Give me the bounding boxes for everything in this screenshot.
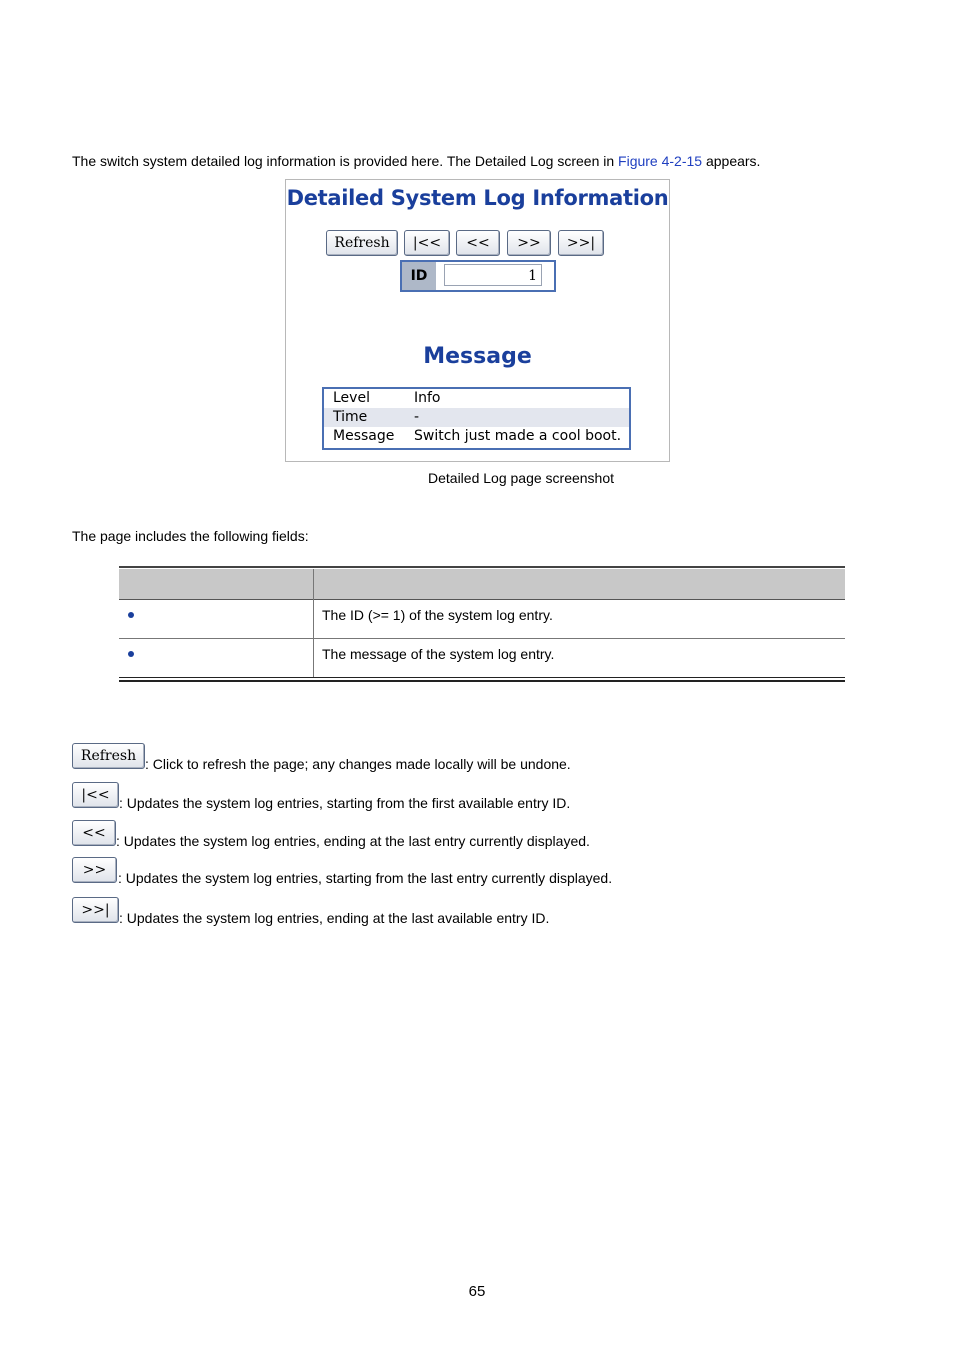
previous-entries-button[interactable]: << xyxy=(72,820,116,846)
refresh-button[interactable]: Refresh xyxy=(326,230,398,256)
bullet-icon xyxy=(128,651,134,657)
refresh-button[interactable]: Refresh xyxy=(72,743,145,769)
table-header-row xyxy=(119,569,845,600)
message-heading: Message xyxy=(423,344,532,369)
table-bottom-border-double xyxy=(119,680,845,682)
last-entry-button[interactable]: >>| xyxy=(558,230,604,256)
bullet-icon xyxy=(128,612,134,618)
table-row xyxy=(119,600,845,638)
table-top-border xyxy=(119,566,845,568)
intro-text-after: appears. xyxy=(702,153,761,169)
first-entry-button[interactable]: |<< xyxy=(72,782,119,808)
log-key: Level xyxy=(333,390,370,406)
field-description: The message of the system log entry. xyxy=(322,646,555,662)
next-entries-button[interactable]: >> xyxy=(72,857,117,883)
log-entry-table xyxy=(322,387,631,450)
log-key: Message xyxy=(333,428,395,444)
intro-paragraph xyxy=(72,153,760,169)
log-value: Info xyxy=(414,390,441,406)
log-key: Time xyxy=(333,409,368,425)
id-label: ID xyxy=(402,262,436,290)
intro-text-before: The switch system detailed log information is provided here. The Detailed Log screen in xyxy=(72,153,619,169)
log-row-message xyxy=(324,427,629,446)
log-row-level xyxy=(324,389,629,408)
field-description: The ID (>= 1) of the system log entry. xyxy=(322,607,553,623)
column-divider xyxy=(313,569,314,677)
page-number: 65 xyxy=(468,1283,486,1300)
log-value: Switch just made a cool boot. xyxy=(414,428,622,444)
table-row xyxy=(119,639,845,677)
previous-entries-button[interactable]: << xyxy=(456,230,500,256)
legend-text: : Click to refresh the page; any changes made locally will be undone. xyxy=(145,756,571,772)
log-row-time xyxy=(324,408,629,427)
figure-link[interactable]: Figure 4-2-15 xyxy=(618,153,703,169)
id-field-group xyxy=(400,260,556,292)
legend-text: : Updates the system log entries, starting from the first available entry ID. xyxy=(119,795,571,811)
table-bottom-border xyxy=(119,677,845,678)
fields-intro: The page includes the following fields: xyxy=(72,528,309,544)
figure-caption: Detailed Log page screenshot xyxy=(428,470,615,486)
next-entries-button[interactable]: >> xyxy=(507,230,551,256)
log-value: - xyxy=(414,409,420,425)
first-entry-button[interactable]: |<< xyxy=(404,230,450,256)
legend-text: : Updates the system log entries, ending at the last entry currently displayed. xyxy=(116,833,590,849)
detailed-log-screenshot xyxy=(285,179,670,462)
id-input[interactable]: 1 xyxy=(444,264,542,286)
fields-table xyxy=(119,566,845,682)
legend-text: : Updates the system log entries, ending at the last available entry ID. xyxy=(119,910,550,926)
screenshot-title: Detailed System Log Information xyxy=(286,186,669,210)
last-entry-button[interactable]: >>| xyxy=(72,897,119,923)
legend-text: : Updates the system log entries, starting from the last entry currently displayed. xyxy=(118,870,613,886)
